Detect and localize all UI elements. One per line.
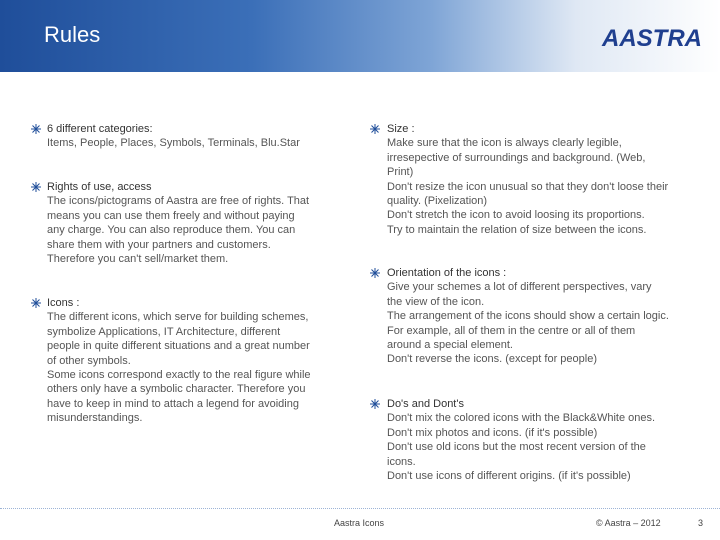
footer-copyright: © Aastra – 2012 (596, 518, 661, 528)
item-heading: Orientation of the icons : (387, 267, 507, 279)
item-heading: Icons : (47, 297, 80, 309)
item-heading: Size : (387, 123, 415, 135)
star-bullet-icon (369, 398, 381, 410)
star-bullet-icon (30, 181, 42, 193)
footer-divider (0, 508, 720, 509)
item-body: Give your schemes a lot of different perspectives, vary the view of the icon. The arrangement of the icons should show a certain logic. For example, all of them in the centre or all of them around a special element. Don't reverse the icons. (except for people) (387, 281, 669, 366)
star-bullet-icon (369, 123, 381, 135)
item-heading: Do's and Dont's (387, 398, 464, 410)
star-bullet-icon (369, 267, 381, 279)
left-item-icons (30, 296, 350, 426)
item-body: Items, People, Places, Symbols, Terminals, Blu.Star (47, 137, 300, 150)
right-item-orientation (369, 266, 709, 367)
left-item-rights (30, 180, 350, 266)
right-item-dos-and-donts (369, 397, 709, 483)
left-item-categories (30, 122, 350, 151)
item-heading: Rights of use, access (47, 181, 152, 193)
star-bullet-icon (30, 123, 42, 135)
aastra-logo (596, 24, 708, 52)
star-bullet-icon (30, 297, 42, 309)
item-body: The icons/pictograms of Aastra are free of rights. That means you can use them freely and without paying any charge. You can also reproduce them. You can share them with your partners and customers. Therefore you can't sell/market them. (47, 195, 310, 266)
page-number: 3 (698, 518, 704, 528)
footer-title: Aastra Icons (334, 518, 385, 528)
item-body: Make sure that the icon is always clearly legible, irresepective of surroundings and background. (Web, Print) Don't resize the icon unusual so that they don't loose their quality. (Pixelization) Don't stretch the icon to avoid loosing its proportions. Try to maintain the relation of size between the icons. (387, 137, 669, 236)
item-body: Don't mix the colored icons with the Black&White ones. Don't mix photos and icons. (if it's possible) Don't use old icons but the most recent version of the icons. Don't use icons of different origins. (if it's possible) (387, 412, 656, 483)
slide-title: Rules (44, 22, 101, 47)
item-body: The different icons, which serve for building schemes, symbolize Applications, IT Architecture, different people in quite different situations and a great number of other symbols. Some icons correspond exactly to the real figure while others only have a symbolic character. Therefore you have to keep in mind to attach a legend for avoiding misunderstandings. (47, 311, 311, 425)
svg-text:AASTRA: AASTRA (602, 25, 702, 52)
right-item-size (369, 122, 709, 237)
item-heading: 6 different categories: (47, 123, 153, 135)
